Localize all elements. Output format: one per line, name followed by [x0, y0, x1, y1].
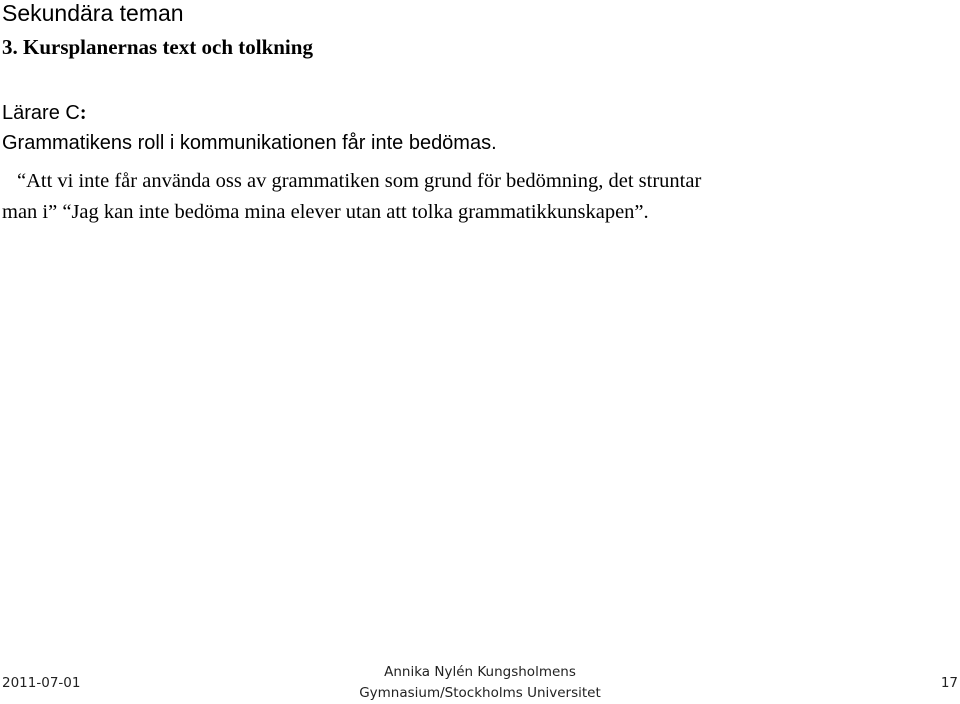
section-heading: 3. Kursplanernas text och tolkning [2, 35, 313, 59]
statement-text: Grammatikens roll i kommunikationen får inte bedömas. [2, 132, 497, 154]
footer-author-line-1: Annika Nylén Kungsholmens [384, 664, 576, 680]
slide-title: Sekundära teman [2, 0, 184, 26]
quote-line-2: man i” “Jag kan inte bedöma mina elever utan att tolka grammatikkunskapen”. [2, 201, 649, 223]
footer-author [300, 662, 660, 704]
footer-author-line-2: Gymnasium/Stockholms Universitet [359, 685, 601, 701]
teacher-label [2, 100, 86, 126]
teacher-label-colon: : [79, 102, 87, 124]
footer-date: 2011-07-01 [2, 675, 81, 691]
quote-line-1: “Att vi inte får använda oss av grammatiken som grund för bedömning, det struntar [17, 170, 702, 192]
teacher-quote [2, 166, 952, 228]
page-number: 17 [940, 675, 958, 691]
teacher-label-text: Lärare C [2, 102, 80, 124]
